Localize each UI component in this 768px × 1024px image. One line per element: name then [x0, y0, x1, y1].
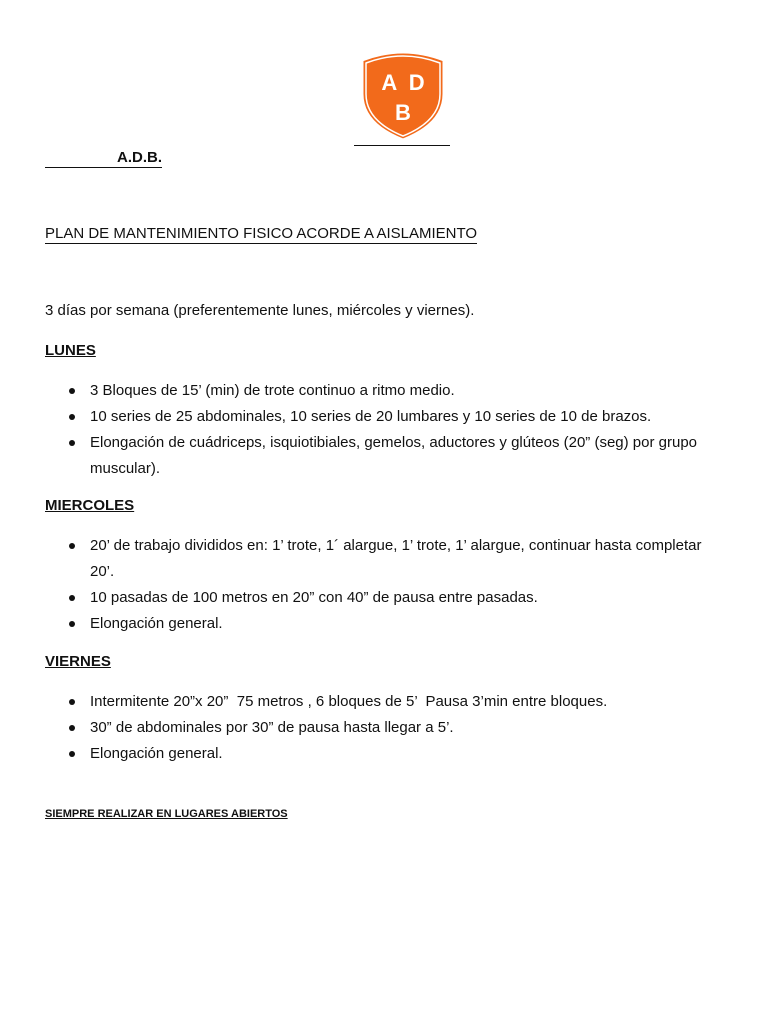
list-item-text: Intermitente 20”x 20” 75 metros , 6 bloques de 5’ Pausa 3’min entre bloques. — [90, 693, 608, 710]
section-viernes — [45, 652, 725, 767]
section-heading: MIERCOLES — [45, 497, 135, 514]
list-item — [45, 378, 725, 404]
shield-icon — [358, 48, 448, 144]
list-item-text: 10 pasadas de 100 metros en 20” con 40” de pausa entre pasadas. — [90, 589, 538, 606]
list-item — [45, 715, 725, 741]
bullet-icon — [69, 595, 75, 601]
exercise-list — [45, 689, 725, 767]
exercise-list — [45, 378, 725, 482]
list-item-text: Elongación de cuádriceps, isquiotibiales, gemelos, aductores y glúteos (20” (seg) por grupo muscular). — [90, 434, 698, 477]
intro-text: 3 días por semana (preferentemente lunes, miércoles y viernes). — [45, 302, 475, 319]
section-heading: LUNES — [45, 342, 96, 359]
section-heading: VIERNES — [45, 653, 111, 670]
list-item-text: 30” de abdominales por 30” de pausa hasta llegar a 5’. — [90, 719, 454, 736]
list-item — [45, 689, 725, 715]
bullet-icon — [69, 414, 75, 420]
bullet-icon — [69, 543, 75, 549]
list-item — [45, 611, 725, 637]
bullet-icon — [69, 725, 75, 731]
list-item-text: 10 series de 25 abdominales, 10 series de 20 lumbares y 10 series de 10 de brazos. — [90, 408, 652, 425]
page-title: PLAN DE MANTENIMIENTO FISICO ACORDE A AISLAMIENTO — [45, 225, 478, 242]
list-item-text: Elongación general. — [90, 615, 223, 632]
bullet-icon — [69, 699, 75, 705]
org-name: A.D.B. — [45, 148, 162, 168]
list-item — [45, 533, 725, 585]
list-item-text: 3 Bloques de 15’ (min) de trote continuo a ritmo medio. — [90, 382, 455, 399]
logo-underline — [354, 145, 450, 146]
section-miercoles — [45, 496, 725, 637]
bullet-icon — [69, 621, 75, 627]
list-item-text: Elongación general. — [90, 745, 223, 762]
bullet-icon — [69, 440, 75, 446]
list-item — [45, 430, 725, 482]
section-lunes — [45, 341, 725, 482]
footer-note: SIEMPRE REALIZAR EN LUGARES ABIERTOS — [45, 808, 288, 820]
club-logo — [358, 48, 448, 144]
logo-letter-bottom: B — [395, 100, 411, 125]
list-item — [45, 585, 725, 611]
list-item — [45, 404, 725, 430]
exercise-list — [45, 533, 725, 637]
bullet-icon — [69, 388, 75, 394]
bullet-icon — [69, 751, 75, 757]
logo-letters-top: A D — [381, 70, 425, 95]
list-item-text: 20’ de trabajo divididos en: 1’ trote, 1´ alargue, 1’ trote, 1’ alargue, continuar hasta completar 20’. — [90, 537, 702, 580]
list-item — [45, 741, 725, 767]
